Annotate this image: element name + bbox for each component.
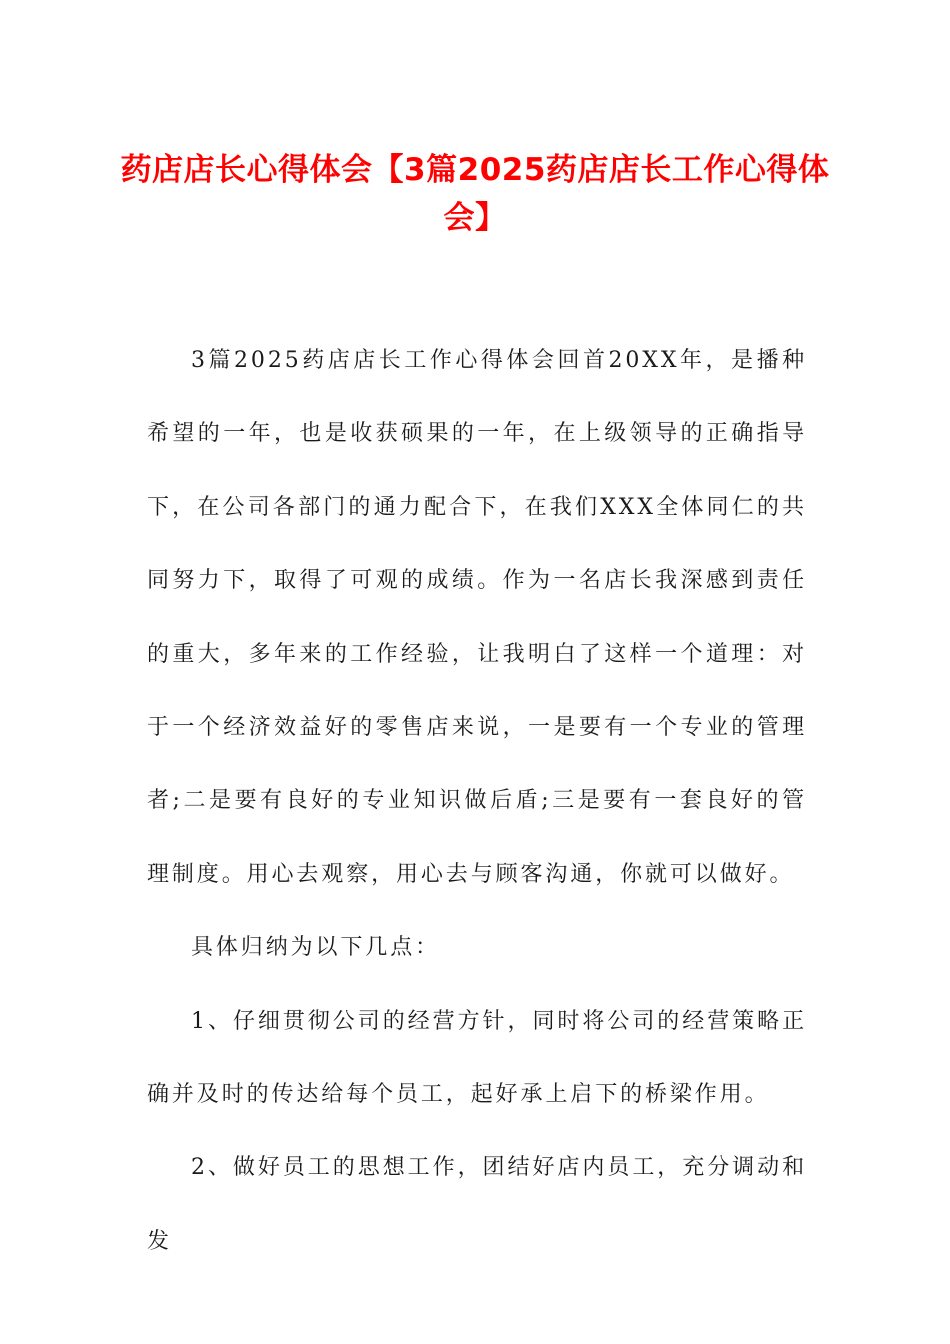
document-body [147,324,807,1278]
document-title: 药店店长心得体会【3篇2025药店店长工作心得体会】 [120,152,830,236]
paragraph-summary-lead: 具体归纳为以下几点： [191,935,441,961]
paragraph-intro: 3篇2025药店店长工作心得体会回首20XX年，是播种希望的一年，也是收获硕果的一年，在上级领导的正确指导下，在公司各部门的通力配合下，在我们XXX全体同仁的共同努力下，取得了可观的成绩。作为一名店长我深感到责任的重大，多年来的工作经验，让我明白了这样一个道理：对于一个经济效益好的零售店来说，一是要有一个专业的管理者;二是要有良好的专业知识做后盾;三是要有一套良好的管理制度。用心去观察，用心去与顾客沟通，你就可以做好。 [147,348,807,887]
paragraph-point-1: 1、仔细贯彻公司的经营方针，同时将公司的经营策略正确并及时的传达给每个员工，起好承上启下的桥梁作用。 [147,1008,807,1108]
paragraph-point-2: 2、做好员工的思想工作，团结好店内员工，充分调动和发 [147,1155,807,1254]
